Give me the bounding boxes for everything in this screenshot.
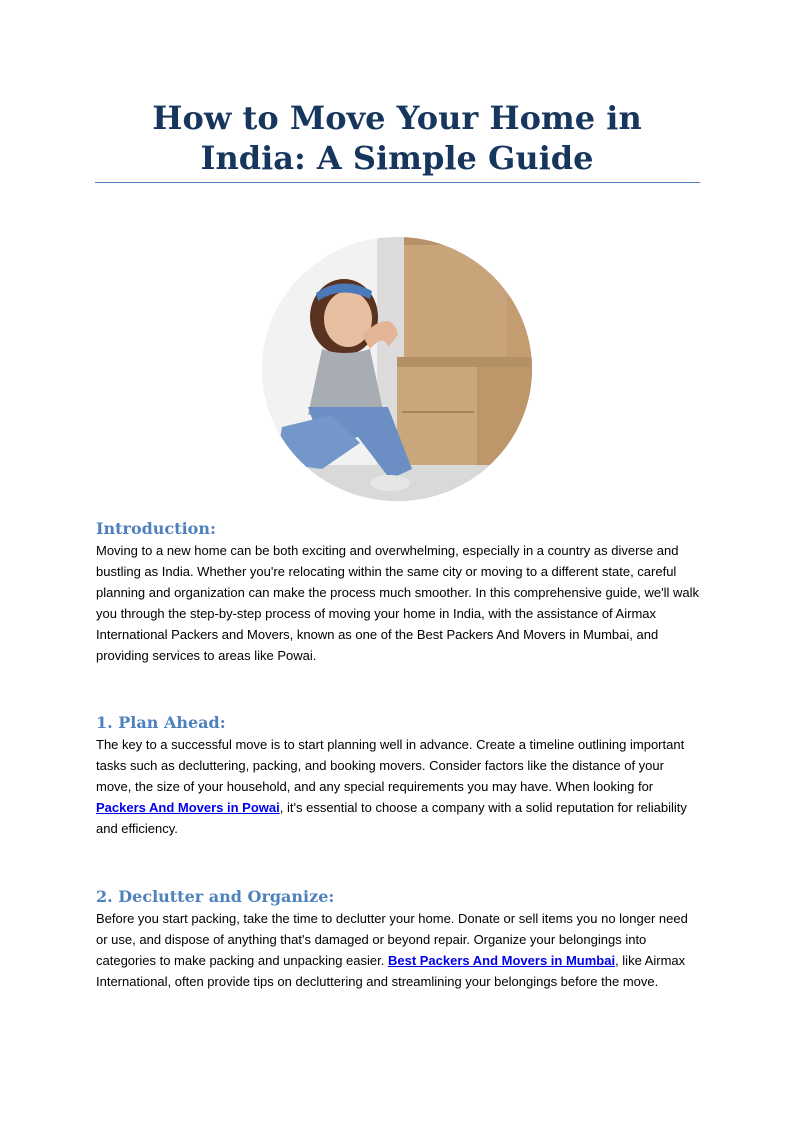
title-divider [95,182,700,183]
paragraph-text: Before you start packing, take the time to declutter your home. Donate or sell items you no longer need or use, and dispose of anything that's damaged or beyond repair. Organize your belongings into categories to make packing and unpacking easier. [96,911,688,968]
section-plan-ahead [96,712,702,839]
section-declutter-organize [96,886,702,992]
packers-movers-powai-link[interactable]: Packers And Movers in Powai [96,800,280,815]
section-heading: Introduction: [96,519,216,538]
section-paragraph: Moving to a new home can be both exciting and overwhelming, especially in a country as diverse and bustling as India. Whether you're relocating within the same city or moving to a different state, careful planning and organization can make the process much smoother. In this comprehensive guide, we'll walk you through the step-by-step process of moving your home in India, with the assistance of Airmax International Packers and Movers, known as one of the Best Packers And Movers in Mumbai, and providing services to areas like Powai. [96,543,699,663]
section-heading: 2. Declutter and Organize: [96,887,335,906]
page-title: How to Move Your Home in India: A Simple Guide [152,99,642,177]
section-introduction [96,518,702,666]
best-packers-movers-mumbai-link[interactable]: Best Packers And Movers in Mumbai [387,953,616,968]
section-heading: 1. Plan Ahead: [96,713,226,732]
hero-image [262,237,532,501]
paragraph-text: , like Airmax International, often provide tips on decluttering and streamlining your belongings before the move. [96,953,686,989]
section-paragraph [96,734,702,839]
section-paragraph [96,908,702,992]
moving-photo-illustration [262,237,532,501]
paragraph-text: , it's essential to choose a company with a solid reputation for reliability and efficiency. [96,800,687,836]
paragraph-text: The key to a successful move is to start planning well in advance. Create a timeline outlining important tasks such as decluttering, packing, and booking movers. Consider factors like the distance of your move, the size of your household, and any special requirements you may have. When looking for [96,737,685,794]
